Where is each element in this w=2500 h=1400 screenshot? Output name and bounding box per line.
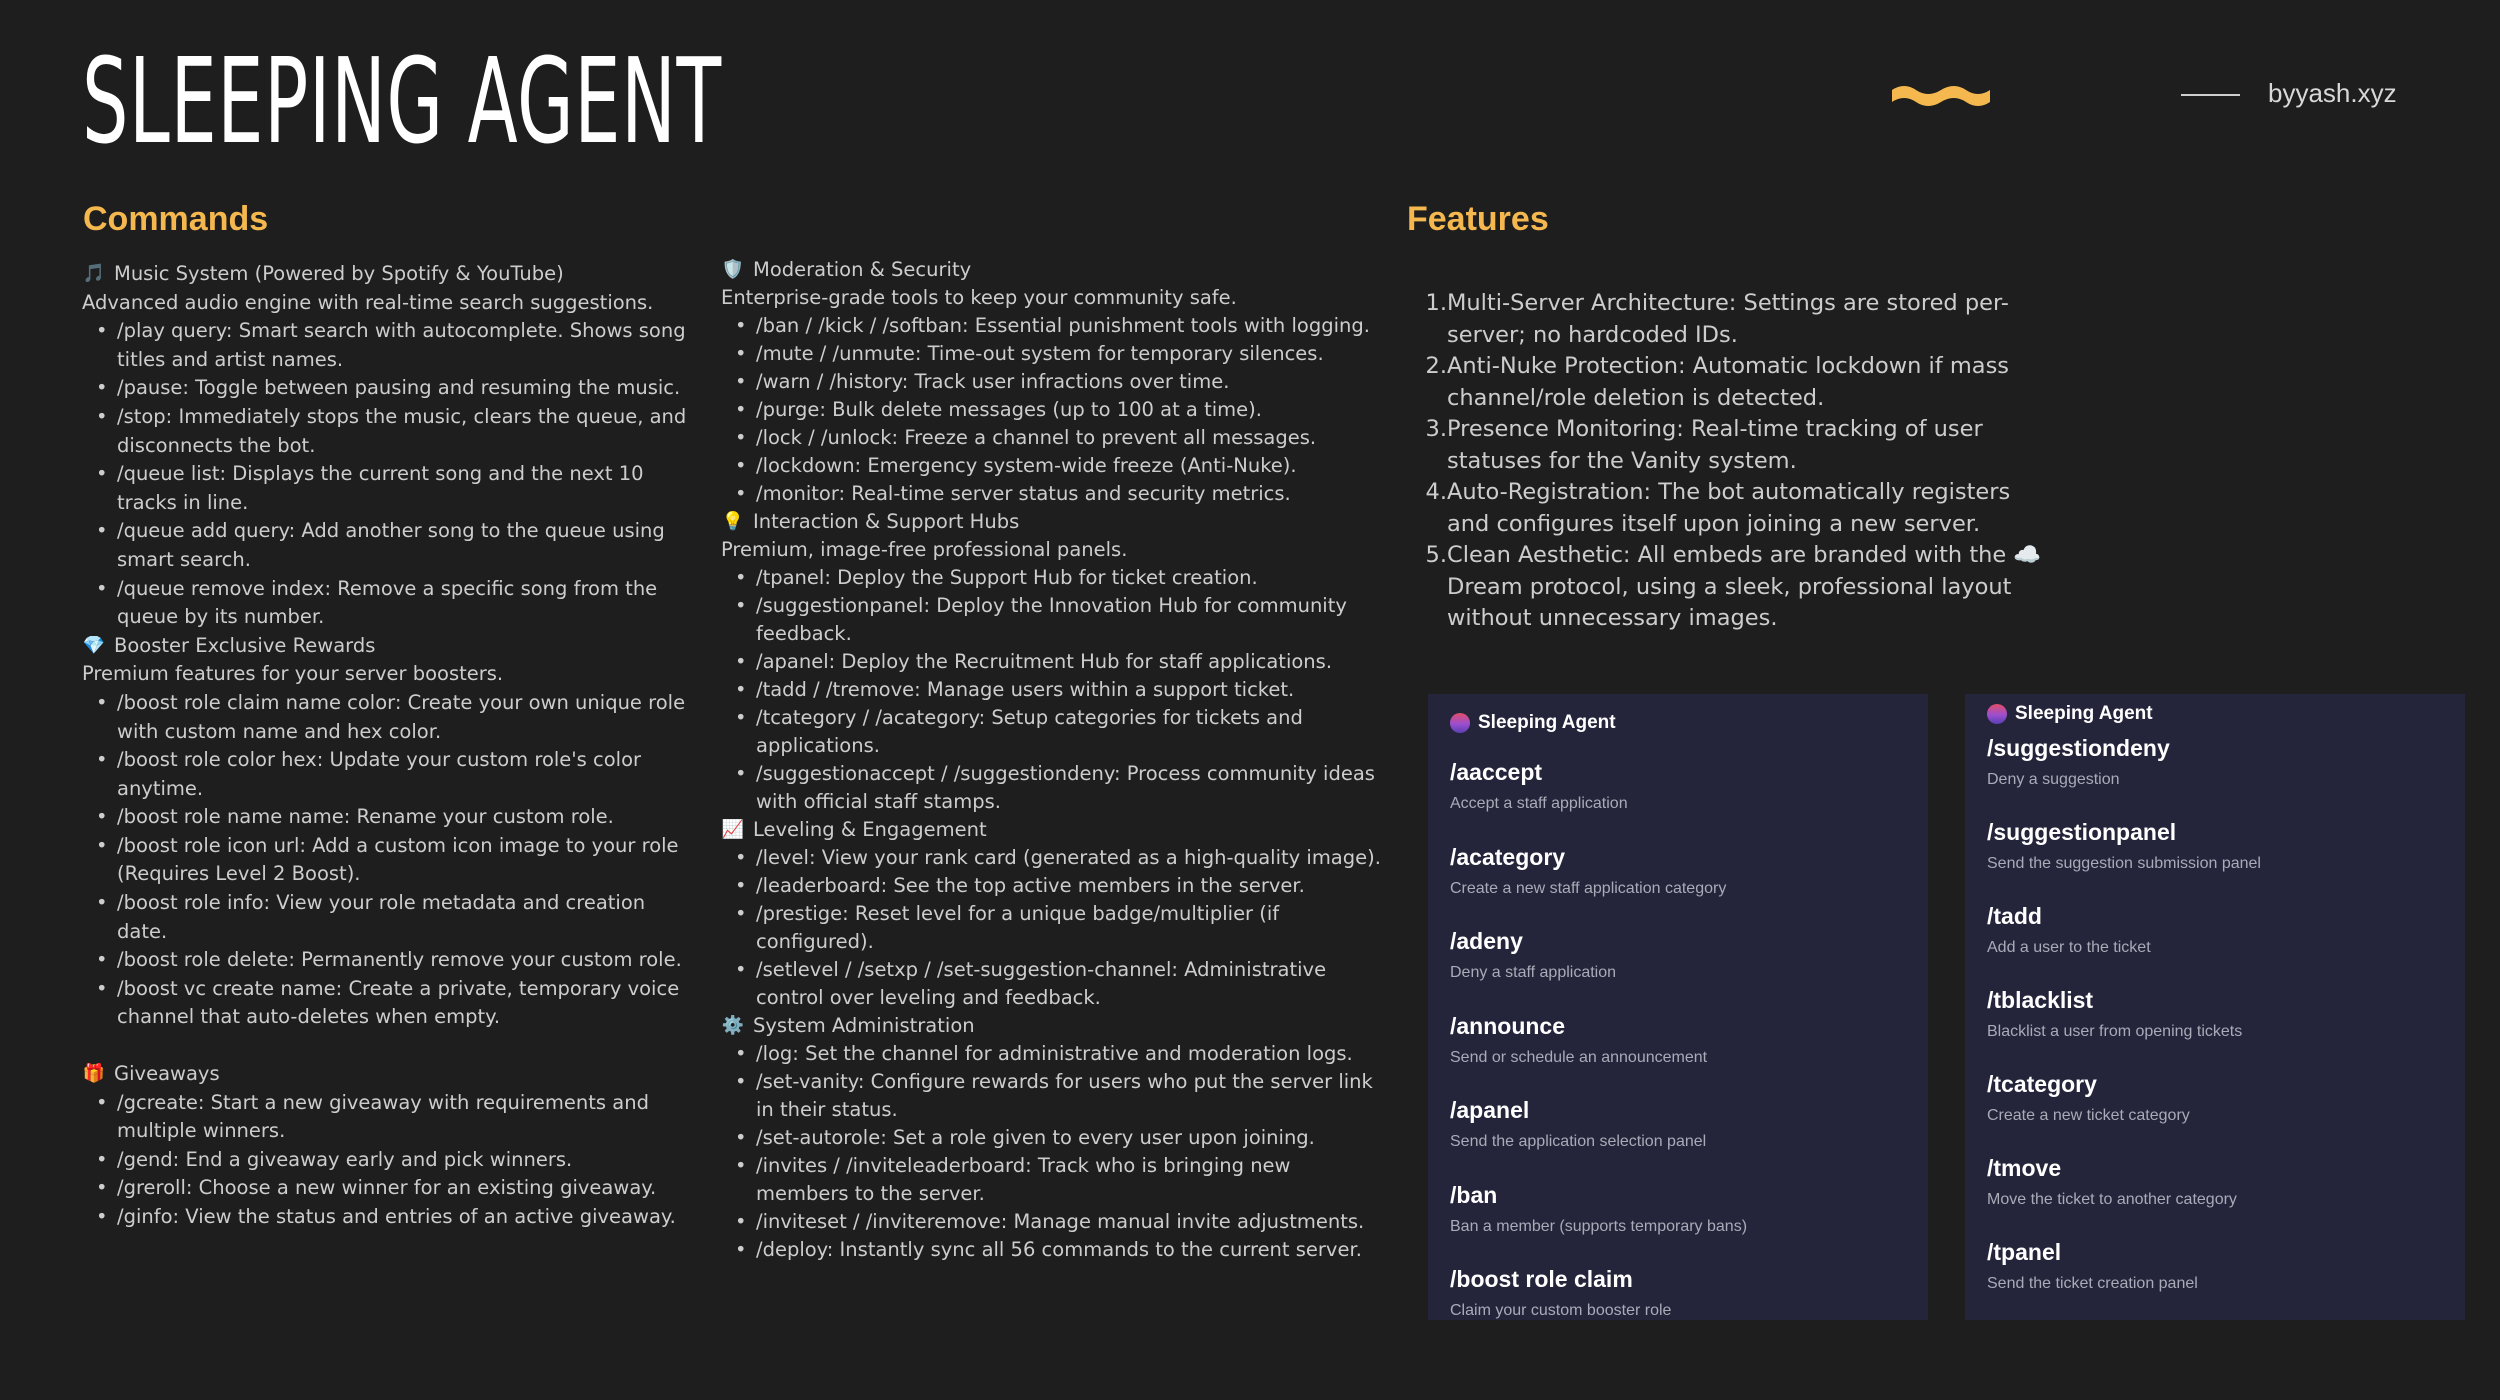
command-name: /apanel [1450, 1097, 1530, 1123]
gem-icon: 💎 [82, 634, 106, 656]
feature-text: Multi-Server Architecture: Settings are stored per-server; no hardcoded IDs. [1447, 290, 2009, 348]
section-description: Premium, image-free professional panels. [721, 538, 1128, 561]
feature-number: 3. [1425, 416, 1447, 442]
command-list [82, 689, 692, 1032]
section-title [721, 1012, 1381, 1040]
command-list [721, 312, 1381, 508]
command-item: • /boost role info: View your role metadata and creation date. [82, 889, 692, 946]
command-item: • /purge: Bulk delete messages (up to 100 at a time). [721, 396, 1381, 424]
command-item: • /queue remove index: Remove a specific song from the queue by its number. [82, 575, 692, 632]
command-list [82, 1089, 692, 1232]
command-item: • /suggestionpanel: Deploy the Innovation Hub for community feedback. [721, 592, 1381, 648]
command-item: • /gend: End a giveaway early and pick winners. [82, 1146, 692, 1175]
command-item: • /stop: Immediately stops the music, clears the queue, and disconnects the bot. [82, 403, 692, 460]
command-item: • /setlevel / /setxp / /set-suggestion-channel: Administrative control over leveling and feedback. [721, 956, 1381, 1012]
command-name: /announce [1450, 1012, 1566, 1039]
command-item: • /leaderboard: See the top active members in the server. [721, 872, 1381, 900]
feature-number: 5. [1425, 542, 1447, 568]
slash-command-item[interactable] [1987, 1070, 2190, 1126]
section-title-text: Music System (Powered by Spotify & YouTube) [114, 262, 564, 285]
feature-item [1423, 477, 2048, 540]
command-name: /tadd [1987, 903, 2042, 929]
command-item: • /deploy: Instantly sync all 56 commands to the current server. [721, 1236, 1381, 1264]
feature-number: 2. [1425, 353, 1447, 379]
slash-command-item[interactable] [1987, 734, 2170, 790]
slash-command-item[interactable] [1450, 1181, 1747, 1237]
section-title [82, 1060, 692, 1089]
site-divider [2181, 94, 2240, 96]
commands-column-1 [82, 260, 692, 1232]
feature-number: 4. [1425, 479, 1447, 505]
command-item: • /mute / /unmute: Time-out system for temporary silences. [721, 340, 1381, 368]
bot-avatar [1450, 713, 1470, 733]
command-item: • /monitor: Real-time server status and security metrics. [721, 480, 1381, 508]
section-description: Premium features for your server boosters. [82, 662, 504, 686]
command-item: • /queue list: Displays the current song and the next 10 tracks in line. [82, 460, 692, 517]
command-description: Accept a staff application [1450, 795, 1628, 812]
feature-text: Anti-Nuke Protection: Automatic lockdown if mass channel/role deletion is detected. [1447, 353, 2010, 411]
section-title [82, 260, 692, 289]
section-title-text: Moderation & Security [753, 258, 972, 281]
command-description: Add a user to the ticket [1987, 939, 2151, 956]
music-note-icon: 🎵 [82, 263, 106, 284]
slash-command-item[interactable] [1987, 902, 2151, 958]
command-item: • /ban / /kick / /softban: Essential punishment tools with logging. [721, 312, 1381, 340]
command-item: • /warn / /history: Track user infractions over time. [721, 368, 1381, 396]
command-item: • /queue add query: Add another song to the queue using smart search. [82, 517, 692, 574]
command-item: • /boost role name name: Rename your custom role. [82, 803, 692, 832]
command-name: /aaccept [1450, 759, 1543, 785]
gear-icon: ⚙️ [721, 1015, 745, 1036]
command-item: • /log: Set the channel for administrative and moderation logs. [721, 1040, 1381, 1068]
feature-item [1423, 288, 2048, 351]
command-description: Ban a member (supports temporary bans) [1450, 1217, 1748, 1235]
command-item: • /boost role color hex: Update your custom role's color anytime. [82, 746, 692, 803]
command-name: /tcategory [1987, 1071, 2097, 1097]
slash-command-item[interactable] [1450, 1265, 1671, 1320]
command-item: • /inviteset / /inviteremove: Manage manual invite adjustments. [721, 1208, 1381, 1236]
feature-text: Auto-Registration: The bot automatically registers and configures itself upon joining a new server. [1447, 479, 2011, 537]
command-description: Send the suggestion submission panel [1987, 855, 2261, 872]
command-name: /ban [1450, 1181, 1498, 1208]
chart-increasing-icon: 📈 [721, 819, 745, 840]
section-title [721, 816, 1381, 844]
command-name: /tmove [1987, 1155, 2062, 1181]
bot-header [1987, 703, 2153, 725]
command-list [721, 564, 1381, 816]
slash-command-item[interactable] [1450, 1096, 1706, 1152]
gift-icon: 🎁 [82, 1063, 106, 1085]
feature-item [1423, 414, 2048, 477]
command-description: Deny a suggestion [1987, 771, 2120, 788]
command-item: • /boost role claim name color: Create your own unique role with custom name and hex color. [82, 689, 692, 746]
section-description: Enterprise-grade tools to keep your community safe. [721, 286, 1237, 309]
slash-command-item[interactable] [1987, 986, 2242, 1042]
command-list [82, 317, 692, 632]
command-item: • /lock / /unlock: Freeze a channel to prevent all messages. [721, 424, 1381, 452]
section-spacer [82, 1032, 692, 1060]
command-item: • /prestige: Reset level for a unique badge/multiplier (if configured). [721, 900, 1381, 956]
slash-command-item[interactable] [1987, 1238, 2198, 1294]
feature-item [1423, 540, 2048, 635]
feature-text: Presence Monitoring: Real-time tracking of user statuses for the Vanity system. [1447, 416, 1983, 474]
command-item: • /invites / /inviteleaderboard: Track who is bringing new members to the server. [721, 1152, 1381, 1208]
command-item: • /boost vc create name: Create a private, temporary voice channel that auto-deletes when empty. [82, 975, 692, 1032]
section-description: Advanced audio engine with real-time search suggestions. [82, 290, 654, 314]
command-description: Claim your custom booster role [1450, 1302, 1672, 1319]
section-title-text: System Administration [753, 1014, 975, 1037]
section-title [721, 508, 1381, 536]
command-item: • /ginfo: View the status and entries of an active giveaway. [82, 1203, 692, 1232]
slash-command-item[interactable] [1450, 927, 1616, 983]
command-item: • /boost role icon url: Add a custom icon image to your role (Requires Level 2 Boost). [82, 832, 692, 889]
command-item: • /boost role delete: Permanently remove your custom role. [82, 946, 692, 975]
command-item: • /suggestionaccept / /suggestiondeny: Process community ideas with official staff stamps. [721, 760, 1381, 816]
bot-avatar [1987, 704, 2007, 724]
feature-number: 1. [1425, 290, 1447, 316]
command-item: • /play query: Smart search with autocomplete. Shows song titles and artist names. [82, 317, 692, 374]
command-name: /boost role claim [1450, 1266, 1633, 1292]
slash-command-item[interactable] [1450, 758, 1628, 814]
command-name: /suggestiondeny [1987, 735, 2170, 761]
command-item: • /set-autorole: Set a role given to every user upon joining. [721, 1124, 1381, 1152]
command-item: • /set-vanity: Configure rewards for users who put the server link in their status. [721, 1068, 1381, 1124]
command-item: • /gcreate: Start a new giveaway with requirements and multiple winners. [82, 1089, 692, 1146]
command-item: • /greroll: Choose a new winner for an existing giveaway. [82, 1174, 692, 1203]
command-name: /tblacklist [1987, 987, 2094, 1013]
command-description: Deny a staff application [1450, 964, 1617, 981]
bot-header [1450, 712, 1616, 734]
section-title [721, 256, 1381, 284]
bot-name: Sleeping Agent [1478, 712, 1616, 733]
command-description: Blacklist a user from opening tickets [1987, 1023, 2243, 1040]
command-description: Send the ticket creation panel [1987, 1275, 2198, 1292]
commands-column-2 [721, 256, 1381, 1264]
section-title-text: Interaction & Support Hubs [753, 510, 1020, 533]
light-bulb-icon: 💡 [721, 511, 745, 532]
command-name: /suggestionpanel [1987, 819, 2177, 845]
command-panel-right [1965, 694, 2465, 1320]
site-link[interactable]: byyash.xyz [2268, 78, 2397, 108]
features-list [1423, 288, 2048, 635]
feature-item [1423, 351, 2048, 414]
command-item: • /lockdown: Emergency system-wide freeze (Anti-Nuke). [721, 452, 1381, 480]
slash-command-item[interactable] [1987, 818, 2261, 874]
page-title: SLEEPING AGENT [82, 32, 722, 170]
command-list [721, 1040, 1381, 1264]
section-title [82, 632, 692, 661]
command-name: /adeny [1450, 928, 1523, 954]
slash-command-item[interactable] [1450, 1012, 1707, 1068]
command-name: /tpanel [1987, 1239, 2062, 1265]
command-item: • /pause: Toggle between pausing and resuming the music. [82, 374, 692, 403]
command-description: Create a new ticket category [1987, 1107, 2190, 1124]
section-title-text: Giveaways [114, 1062, 220, 1086]
wave-icon [1890, 84, 1992, 108]
section-title-text: Leveling & Engagement [753, 818, 987, 841]
slash-command-item[interactable] [1987, 1154, 2237, 1210]
shield-icon: 🛡️ [721, 259, 745, 280]
command-item: • /tcategory / /acategory: Setup categories for tickets and applications. [721, 704, 1381, 760]
command-item: • /tadd / /tremove: Manage users within a support ticket. [721, 676, 1381, 704]
section-title-text: Booster Exclusive Rewards [114, 633, 376, 657]
command-list [721, 844, 1381, 1012]
command-name: /acategory [1450, 843, 1566, 870]
command-description: Move the ticket to another category [1987, 1191, 2237, 1208]
command-description: Create a new staff application category [1450, 879, 1727, 897]
command-item: • /apanel: Deploy the Recruitment Hub for staff applications. [721, 648, 1381, 676]
command-panel-left [1428, 694, 1928, 1320]
commands-heading: Commands [83, 200, 269, 238]
features-heading: Features [1407, 200, 1549, 238]
command-description: Send the application selection panel [1450, 1133, 1707, 1150]
command-item: • /level: View your rank card (generated as a high-quality image). [721, 844, 1381, 872]
bot-name: Sleeping Agent [2015, 703, 2153, 724]
command-item: • /tpanel: Deploy the Support Hub for ticket creation. [721, 564, 1381, 592]
slash-command-item[interactable] [1450, 843, 1726, 899]
feature-text: Clean Aesthetic: All embeds are branded with the ☁️ Dream protocol, using a sleek, professional layout without unnecessary images. [1447, 542, 2042, 631]
command-description: Send or schedule an announcement [1450, 1048, 1708, 1066]
